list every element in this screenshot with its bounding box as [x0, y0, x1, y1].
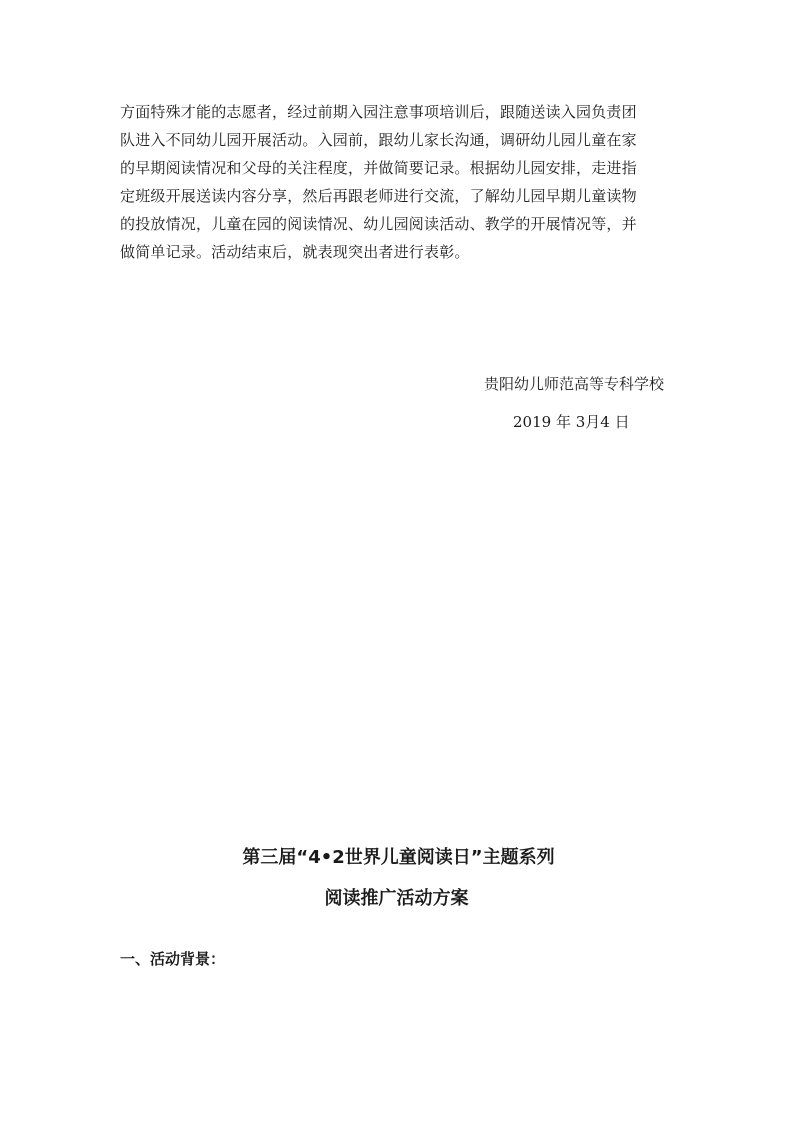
paragraph-line: 的投放情况，儿童在园的阅读情况、幼儿园阅读活动、教学的开展情况等，并: [120, 215, 637, 233]
paragraph-line: 定班级开展送读内容分享，然后再跟老师进行交流，了解幼儿园早期儿童读物: [120, 187, 637, 205]
section-heading: 一、活动背景：: [120, 950, 226, 968]
paragraph-line: 的早期阅读情况和父母的关注程度，并做简要记录。根据幼儿园安排，走进指: [120, 159, 637, 177]
document-title-line1: 第三届“4•2世界儿童阅读日”主题系列: [242, 847, 555, 868]
body-paragraph: [120, 98, 680, 266]
document-title-line2: 阅读推广活动方案: [324, 888, 469, 909]
paragraph-line: 队进入不同幼儿园开展活动。入园前，跟幼儿家长沟通，调研幼儿园儿童在家: [120, 131, 637, 149]
paragraph-line: 做简单记录。活动结束后，就表现突出者进行表彰。: [120, 243, 470, 261]
signature-date: 2019 年 3月4 日: [513, 413, 630, 431]
paragraph-line: 方面特殊才能的志愿者，经过前期入园注意事项培训后，跟随送读入园负责团: [120, 103, 637, 121]
signature-organization: 贵阳幼儿师范高等专科学校: [484, 375, 665, 393]
